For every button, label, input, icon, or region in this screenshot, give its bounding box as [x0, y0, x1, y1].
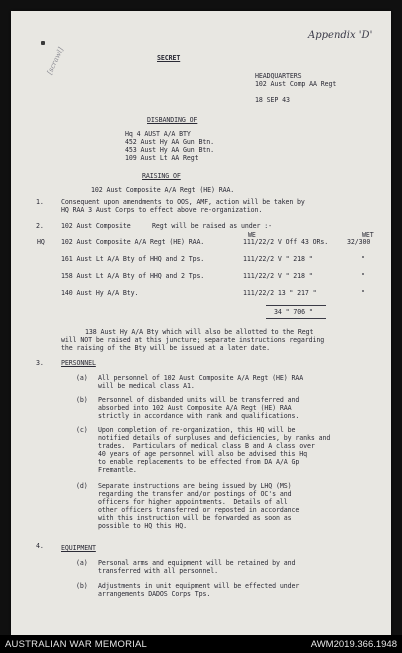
para2-intro-b: Regt will be raised as under :-	[152, 222, 272, 230]
document-date: 18 SEP 43	[255, 96, 290, 104]
item-label: (c)	[76, 426, 88, 434]
disbanding-heading: DISBANDING OF	[147, 116, 198, 124]
item-line: possible to HQ this HQ.	[98, 522, 188, 530]
footer-accession-number: AWM2019.366.1948	[310, 639, 397, 650]
disbanding-line: 109 Aust Lt AA Regt	[125, 154, 199, 162]
raising-heading: RAISING OF	[142, 172, 181, 180]
col-header-we: WE	[248, 231, 256, 239]
item-label: (a)	[76, 559, 88, 567]
item-line: arrangements DADOS Corps Tps.	[98, 590, 211, 598]
item-line: Separate instructions are being issued by LHQ (MS)	[98, 482, 292, 490]
table-row-unit: 161 Aust Lt A/A Bty of HHQ and 2 Tps.	[61, 255, 205, 263]
item-line: absorbed into 102 Aust Composite A/A Regt (HE) RAA	[98, 404, 292, 412]
item-line: Personnel of disbanded units will be transferred and	[98, 396, 300, 404]
hq-line2: 102 Aust Comp AA Regt	[255, 80, 337, 88]
hq-label: HQ	[37, 238, 45, 246]
table-row-wet: "	[361, 272, 365, 280]
para2-note-line: will NOT be raised at this juncture; separate instructions regarding	[61, 336, 325, 344]
table-row-unit: 102 Aust Composite A/A Regt (HE) RAA.	[61, 238, 205, 246]
table-row-unit: 158 Aust Lt A/A Bty of HHQ and 2 Tps.	[61, 272, 205, 280]
item-line: Personal arms and equipment will be retained by and	[98, 559, 296, 567]
table-row-wet: "	[361, 255, 365, 263]
para2-note-line: the raising of the Bty will be issued at a later date.	[61, 344, 270, 352]
item-line: trades. Particulars of medical class B and A class over	[98, 442, 315, 450]
para-number: 3.	[36, 359, 44, 367]
item-line: officers for higher appointments. Details of all	[98, 498, 288, 506]
archive-footer	[0, 635, 402, 653]
para-number: 4.	[36, 542, 44, 550]
table-row-wet: "	[361, 289, 365, 297]
staple-mark	[41, 41, 45, 45]
col-header-wet: WET	[362, 231, 374, 239]
total-rule-bottom	[266, 318, 326, 319]
para1-line: Consequent upon amendments to OOS, AMF, action will be taken by	[61, 198, 305, 206]
para-number: 2.	[36, 222, 44, 230]
hq-line1: HEADQUARTERS	[255, 72, 302, 80]
handwritten-margin-note: [scrawl]	[45, 46, 66, 76]
item-line: Adjustments in unit equipment will be effected under	[98, 582, 300, 590]
disbanding-line: 452 Aust Hy AA Gun Btn.	[125, 138, 215, 146]
item-line: regarding the transfer and/or postings of OC's and	[98, 490, 292, 498]
total-rule-top	[266, 305, 326, 306]
item-line: strictly in accordance with rank and qualifications.	[98, 412, 300, 420]
item-line: transferred with all personnel.	[98, 567, 218, 575]
item-line: All personnel of 102 Aust Composite A/A Regt (HE) RAA	[98, 374, 304, 382]
item-line: to enable replacements to be effected from DA A/A Gp	[98, 458, 300, 466]
item-line: will be medical class A1.	[98, 382, 195, 390]
item-line: notified details of surpluses and deficiencies, by ranks and	[98, 434, 331, 442]
item-line: Upon completion of re-organization, this HQ will be	[98, 426, 296, 434]
document-page	[11, 11, 391, 635]
table-row-we: 111/22/2 V " 218 "	[243, 272, 313, 280]
table-row-we: 111/22/2 V " 218 "	[243, 255, 313, 263]
raising-unit: 102 Aust Composite A/A Regt (HE) RAA.	[91, 186, 235, 194]
item-label: (d)	[76, 482, 88, 490]
item-label: (b)	[76, 582, 88, 590]
table-row-we: 111/22/2 V Off 43 ORs.	[243, 238, 329, 246]
para2-note-line: 138 Aust Hy A/A Bty which will also be allotted to the Regt	[85, 328, 314, 336]
table-total: 34 " 706 "	[274, 308, 313, 316]
item-line: Fremantle.	[98, 466, 137, 474]
table-row-unit: 140 Aust Hy A/A Bty.	[61, 289, 139, 297]
para2-intro-a: 102 Aust Composite	[61, 222, 131, 230]
table-row-wet: 32/300	[347, 238, 371, 246]
equipment-heading: EQUIPMENT	[61, 544, 96, 552]
item-line: with this instruction will be forwarded as soon as	[98, 514, 292, 522]
table-row-we: 111/22/2 13 " 217 "	[243, 289, 317, 297]
handwritten-annotation: Appendix 'D'	[308, 30, 373, 41]
disbanding-line: 453 Aust Hy AA Gun Btn.	[125, 146, 215, 154]
item-line: other officers transferred or reposted in accordance	[98, 506, 300, 514]
classification: SECRET	[157, 54, 181, 62]
item-label: (b)	[76, 396, 88, 404]
item-label: (a)	[76, 374, 88, 382]
personnel-heading: PERSONNEL	[61, 359, 96, 367]
para1-line: HQ RAA 3 Aust Corps to effect above re-organization.	[61, 206, 263, 214]
footer-institution: AUSTRALIAN WAR MEMORIAL	[5, 639, 148, 650]
item-line: 40 years of age personnel will also be advised this Hq	[98, 450, 307, 458]
disbanding-line: Hq 4 AUST A/A BTY	[125, 130, 191, 138]
para-number: 1.	[36, 198, 44, 206]
